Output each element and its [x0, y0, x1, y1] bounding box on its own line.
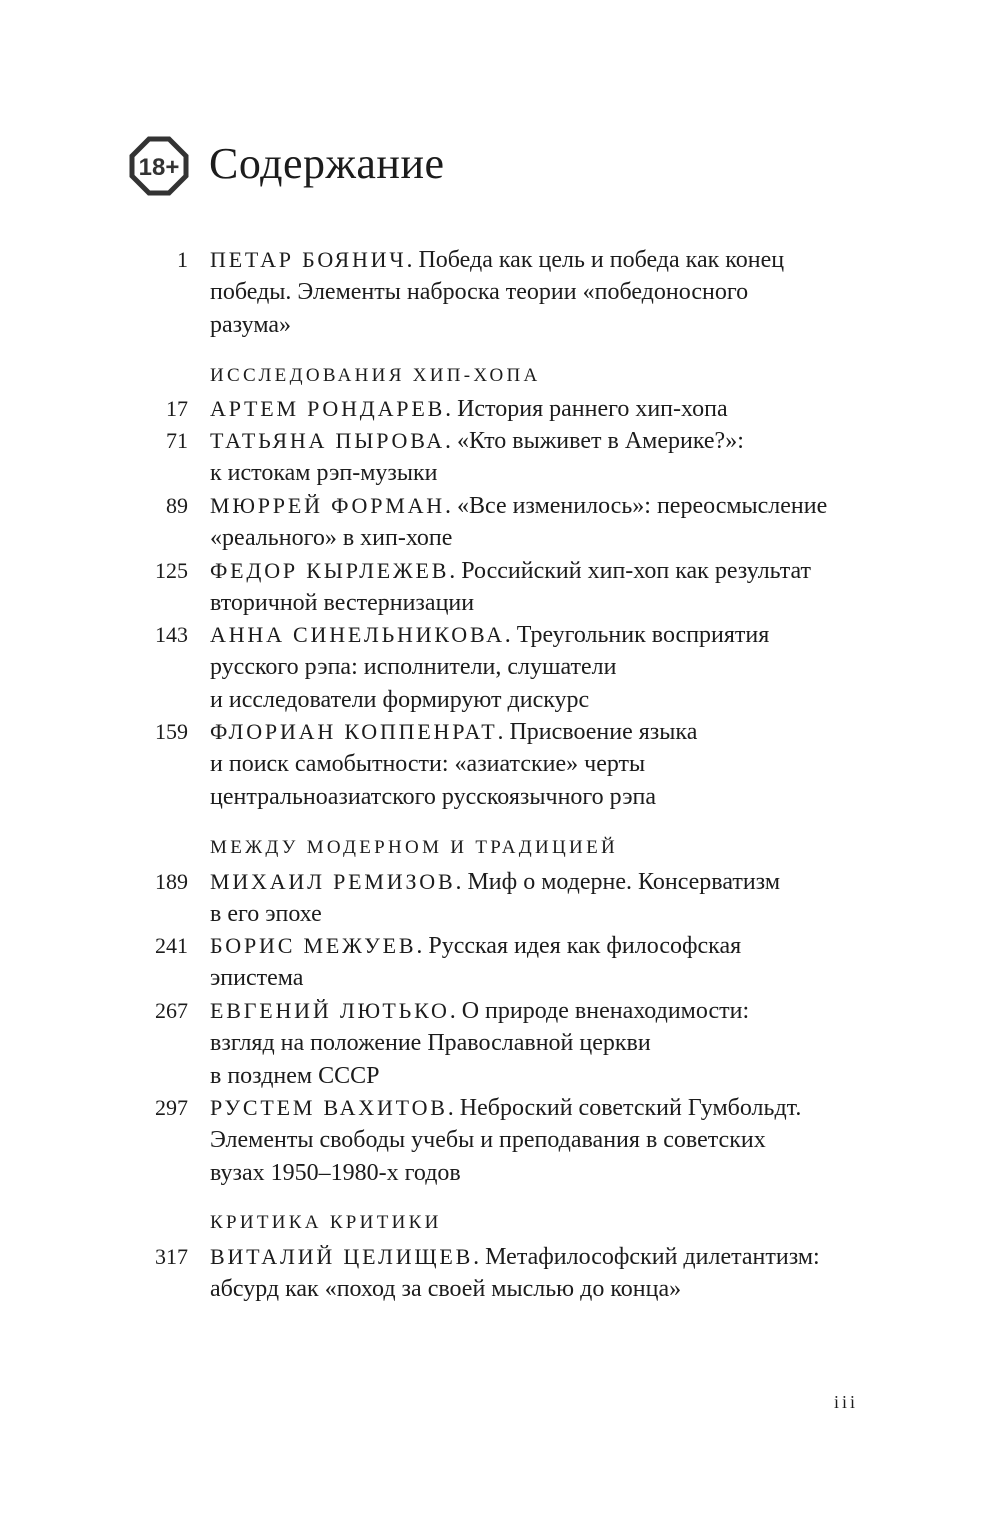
toc-author: МИХАИЛ РЕМИЗОВ	[210, 869, 456, 894]
page-title: Содержание	[209, 139, 445, 188]
toc-author: МЮРРЕЙ ФОРМАН	[210, 493, 445, 518]
toc-title-line: и исследователи формируют дискурс	[210, 686, 590, 713]
toc-title-line: вузах 1950–1980-х годов	[210, 1159, 461, 1186]
toc-entry-text: РУСТЕМ ВАХИТОВ. Неброский советский Гумбольдт. Элементы свободы учебы и преподавания в советских вузах 1950–1980-х годов	[210, 1092, 850, 1189]
toc-section-heading: МЕЖДУ МОДЕРНОМ И ТРАДИЦИЕЙ	[210, 837, 618, 858]
toc-page-number: 1	[177, 247, 188, 272]
toc-author: АННА СИНЕЛЬНИКОВА	[210, 622, 505, 647]
toc-author: ТАТЬЯНА ПЫРОВА	[210, 428, 445, 453]
toc-entry-text: БОРИС МЕЖУЕВ. Русская идея как философская эпистема	[210, 930, 850, 995]
toc-title-line: «реального» в хип-хопе	[210, 525, 453, 552]
toc-entry-text: МЮРРЕЙ ФОРМАН. «Все изменилось»: переосмысление «реального» в хип-хопе	[210, 490, 850, 555]
toc-page-number: 317	[155, 1244, 188, 1269]
toc-title-line: эпистема	[210, 965, 304, 992]
toc-author: ЕВГЕНИЙ ЛЮТЬКО	[210, 998, 450, 1023]
toc-title-line: победы. Элементы наброска теории «победоносного	[210, 279, 749, 306]
toc-entry-text: ВИТАЛИЙ ЦЕЛИЩЕВ. Метафилософский дилетантизм: абсурд как «поход за своей мыслью до конца»	[210, 1241, 850, 1306]
toc-title-line: Российский хип-хоп как результат	[461, 558, 812, 584]
toc-entry-text: ПЕТАР БОЯНИЧ. Победа как цель и победа как конец победы. Элементы наброска теории «победоносного разума»	[210, 244, 850, 341]
toc-author: РУСТЕМ ВАХИТОВ	[210, 1095, 448, 1120]
toc-section-heading: КРИТИКА КРИТИКИ	[210, 1212, 442, 1233]
toc-section-heading: ИССЛЕДОВАНИЯ ХИП-ХОПА	[210, 365, 541, 386]
toc-title-line: в его эпохе	[210, 901, 322, 928]
toc-entry-text: АРТЕМ РОНДАРЕВ. История раннего хип-хопа	[210, 396, 728, 422]
toc-author: БОРИС МЕЖУЕВ	[210, 933, 417, 958]
toc-author: ФЕДОР КЫРЛЕЖЕВ	[210, 558, 450, 583]
toc-author: ПЕТАР БОЯНИЧ	[210, 247, 407, 272]
toc-title-line: О природе вненаходимости:	[461, 998, 750, 1024]
toc-title-line: Треугольник восприятия	[516, 622, 770, 648]
toc-title-line: Присвоение языка	[509, 719, 698, 745]
toc-title-line: взгляд на положение Православной церкви	[210, 1030, 651, 1057]
toc-title-line: «Кто выживет в Америке?»:	[457, 428, 744, 454]
toc-author: АРТЕМ РОНДАРЕВ	[210, 396, 446, 421]
toc-page-number: 297	[155, 1095, 188, 1120]
toc-page-number: 143	[155, 622, 188, 647]
toc-entry-text: АННА СИНЕЛЬНИКОВА. Треугольник восприятия русского рэпа: исполнители, слушатели и исследователи формируют дискурс	[210, 619, 850, 716]
toc-page-number: 71	[166, 428, 188, 453]
toc-title-line: Русская идея как философская	[428, 933, 742, 959]
toc-title-line: «Все изменилось»: переосмысление	[456, 493, 828, 519]
toc-page-number: 267	[155, 998, 188, 1023]
toc-title-line: Метафилософский дилетантизм:	[485, 1244, 820, 1270]
toc-title-line: к истокам рэп-музыки	[210, 460, 438, 487]
toc-page-number: 89	[166, 493, 188, 518]
toc-title-line: Элементы свободы учебы и преподавания в советских	[210, 1127, 766, 1154]
toc-title-line: в позднем СССР	[210, 1062, 380, 1089]
toc-page-number: 189	[155, 869, 188, 894]
toc-entry-text: ТАТЬЯНА ПЫРОВА. «Кто выживет в Америке?»: к истокам рэп-музыки	[210, 425, 850, 490]
toc-title-line: Миф о модерне. Консерватизм	[467, 869, 781, 895]
toc-title-line: русского рэпа: исполнители, слушатели	[210, 654, 617, 681]
toc-title-line: Неброский советский Гумбольдт.	[459, 1095, 802, 1121]
toc-title-line: разума»	[210, 311, 291, 338]
toc-author: ФЛОРИАН КОППЕНРАТ	[210, 719, 498, 744]
toc-page-number: 241	[155, 933, 188, 958]
toc-title-line: абсурд как «поход за своей мыслью до конца»	[210, 1276, 682, 1303]
toc-page-number: 17	[166, 396, 188, 421]
toc-title-line: и поиск самобытности: «азиатские» черты	[210, 751, 646, 778]
toc-entry-text: ФЛОРИАН КОППЕНРАТ. Присвоение языка и поиск самобытности: «азиатские» черты центральноазиатского русскоязычного рэпа	[210, 716, 850, 813]
age-rating-label: 18+	[138, 154, 180, 181]
toc-page-number: 159	[155, 719, 188, 744]
page-number: iii	[834, 1392, 859, 1412]
toc-title-line: центральноазиатского русскоязычного рэпа	[210, 783, 657, 810]
toc-title-line: вторичной вестернизации	[210, 590, 475, 617]
toc-entry-text: ЕВГЕНИЙ ЛЮТЬКО. О природе вненаходимости: взгляд на положение Православной церкви в позднем СССР	[210, 995, 850, 1092]
toc-author: ВИТАЛИЙ ЦЕЛИЩЕВ	[210, 1244, 474, 1269]
toc-entry-text: ФЕДОР КЫРЛЕЖЕВ. Российский хип-хоп как результат вторичной вестернизации	[210, 555, 850, 620]
toc-page-number: 125	[155, 558, 188, 583]
toc-title-line: История раннего хип-хопа	[457, 396, 728, 422]
toc-entry-text: МИХАИЛ РЕМИЗОВ. Миф о модерне. Консерватизм в его эпохе	[210, 866, 850, 931]
toc-title-line: Победа как цель и победа как конец	[418, 247, 785, 273]
